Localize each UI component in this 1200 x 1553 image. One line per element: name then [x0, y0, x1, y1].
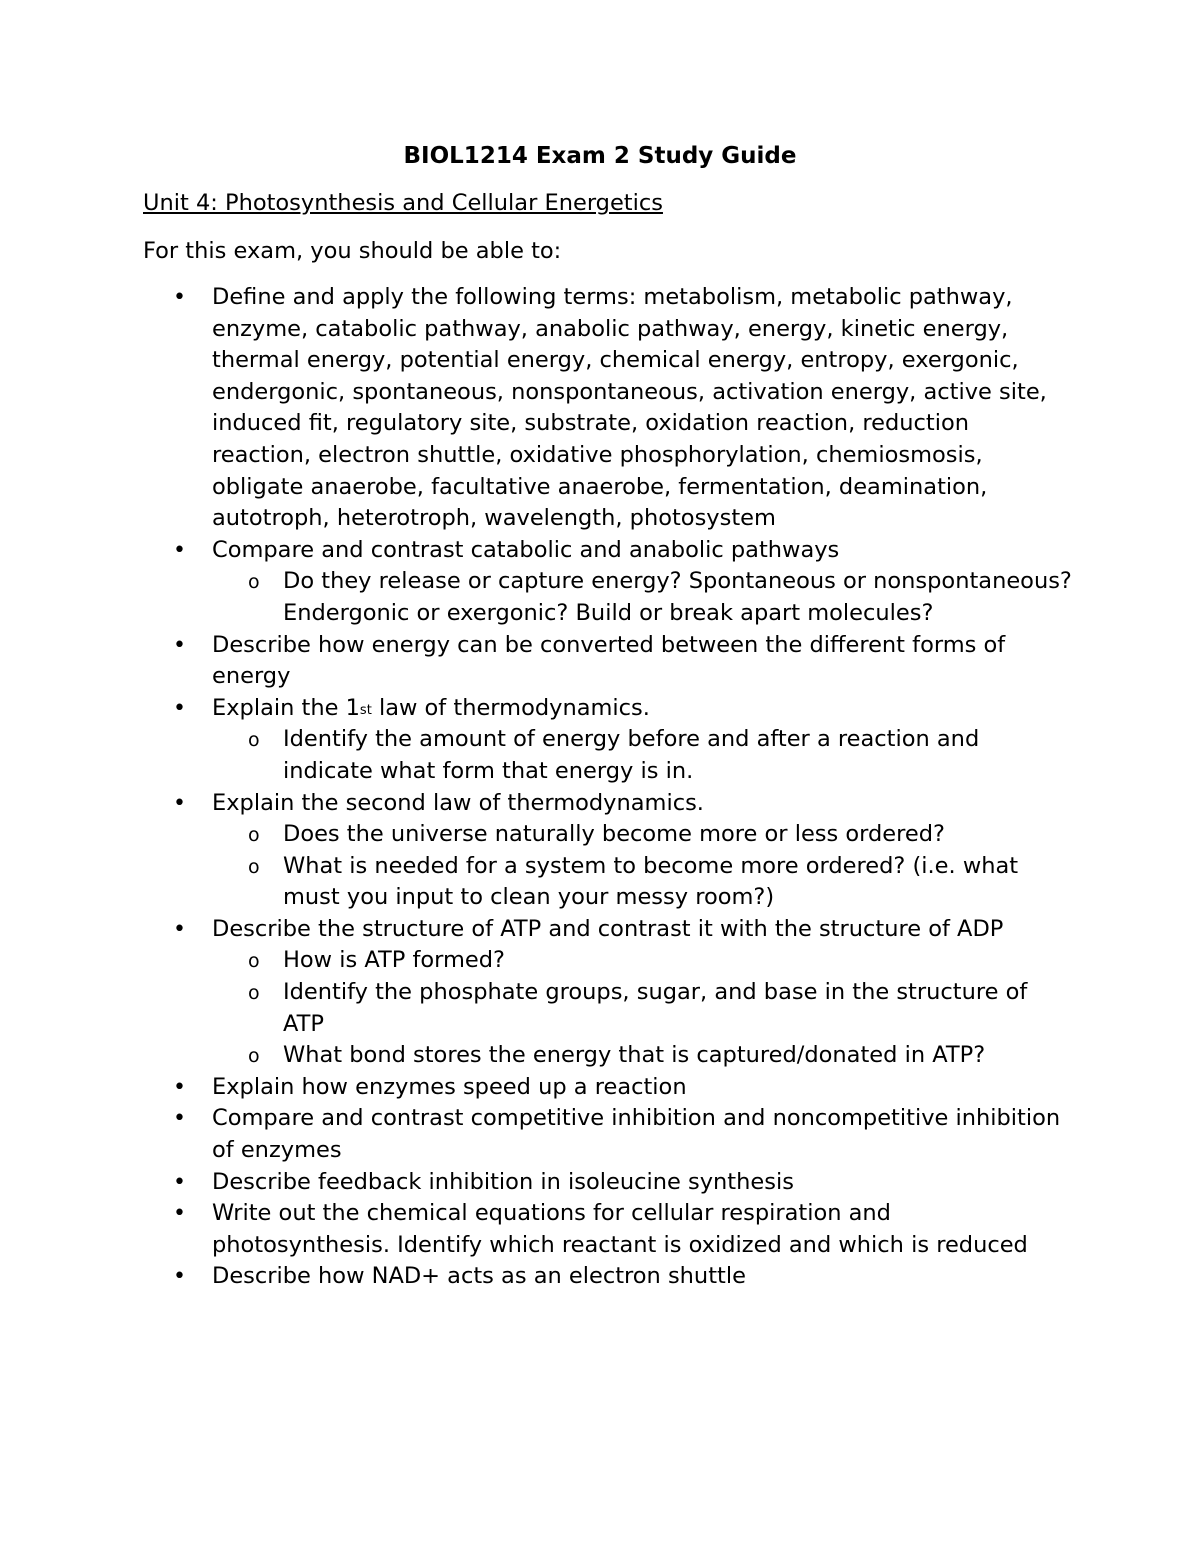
- objective-text: [212, 695, 650, 721]
- objective-text-before: Explain the 1: [212, 694, 360, 721]
- objective-text: Compare and contrast competitive inhibition and noncompetitive inhibition of enzymes: [212, 1105, 1061, 1164]
- superscript: st: [359, 702, 372, 718]
- sub-item: o Identify the phosphate groups, sugar, and base in the structure of ATP: [283, 977, 1072, 1040]
- intro-text: For this exam, you should be able to:: [143, 238, 562, 264]
- objective-text: Describe how energy can be converted between the different forms of energy: [212, 631, 1006, 690]
- objective-item: [212, 1261, 1072, 1293]
- sub-item: o Identify the amount of energy before and after a reaction and indicate what form that energy is in.: [283, 724, 1072, 787]
- sub-list: [212, 945, 1072, 1071]
- objective-text: Compare and contrast catabolic and anabolic pathways: [212, 536, 840, 563]
- objective-item: [212, 282, 1072, 535]
- sub-item: o What bond stores the energy that is captured/donated in ATP?: [283, 1040, 1072, 1072]
- objective-text: Explain the second law of thermodynamics.: [212, 789, 704, 816]
- objective-text: Describe how NAD+ acts as an electron shuttle: [212, 1263, 746, 1290]
- objective-text: Describe the structure of ATP and contrast it with the structure of ADP: [212, 915, 1004, 942]
- page-title: BIOL1214 Exam 2 Study Guide: [403, 143, 797, 169]
- sub-list: [212, 724, 1072, 787]
- sub-item: o What is needed for a system to become more ordered? (i.e. what must you input to clean your messy room?): [283, 851, 1072, 914]
- objective-item: [212, 535, 1072, 630]
- objective-text: Write out the chemical equations for cellular respiration and photosynthesis. Identify which reactant is oxidized and which is reduced: [212, 1200, 1028, 1258]
- objective-item: [212, 1103, 1072, 1166]
- sub-item: o How is ATP formed?: [283, 945, 1072, 977]
- objectives-list: [212, 282, 1072, 1293]
- objective-text: Define and apply the following terms: metabolism, metabolic pathway, enzyme, catabolic pathway, anabolic pathway, energy, kinetic energy, thermal energy, potential energy, chemical energy, entropy, exergonic, endergonic, spontaneous, nonspontaneous, activation energy, active site, induced fit, regulatory site, substrate, oxidation reaction, reduction reaction, electron shuttle, oxidative phosphorylation, chemiosmosis, obligate anaerobe, facultative anaerobe, fermentation, deamination, autotroph, heterotroph, wavelength, photosystem: [212, 284, 1047, 532]
- sub-list: [212, 566, 1072, 629]
- objective-item: [212, 1072, 1072, 1104]
- objective-text: Describe feedback inhibition in isoleucine synthesis: [212, 1168, 794, 1195]
- objective-item: [212, 788, 1072, 914]
- objective-text: Explain how enzymes speed up a reaction: [212, 1073, 687, 1100]
- objective-item: [212, 693, 1072, 788]
- objective-item: [212, 1198, 1072, 1261]
- unit-heading: Unit 4: Photosynthesis and Cellular Energetics: [143, 190, 663, 216]
- sub-item: o Do they release or capture energy? Spontaneous or nonspontaneous? Endergonic or exergonic? Build or break apart molecules?: [283, 566, 1072, 629]
- sub-item: o Does the universe naturally become more or less ordered?: [283, 819, 1072, 851]
- objective-item: [212, 1167, 1072, 1199]
- objective-item: [212, 630, 1072, 693]
- objective-text-after: law of thermodynamics.: [371, 694, 650, 721]
- objective-item: [212, 914, 1072, 1072]
- sub-list: [212, 819, 1072, 914]
